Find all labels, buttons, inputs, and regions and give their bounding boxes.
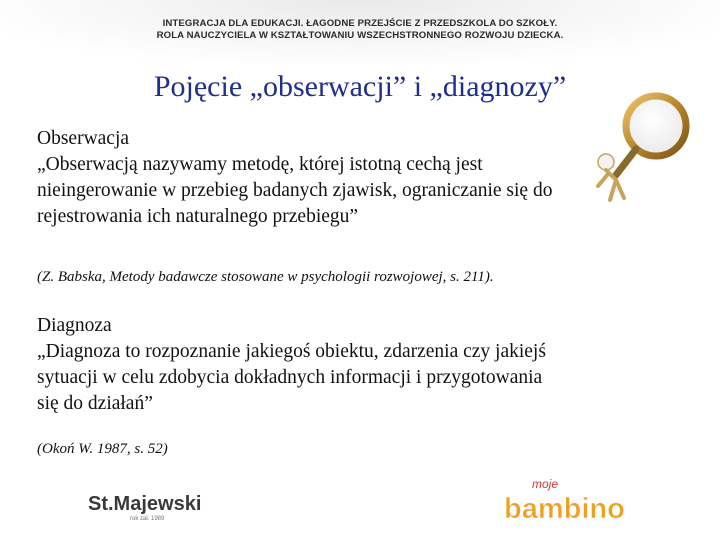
header-line-2: ROLA NAUCZYCIELA W KSZTAŁTOWANIU WSZECHSTRONNEGO ROZWOJU DZIECKA. (156, 30, 564, 41)
diagnoza-citation: (Okoń W. 1987, s. 52) (37, 441, 168, 457)
page-title: Pojęcie „obserwacji” i „diagnozy” (153, 70, 567, 103)
diagnoza-line-2: sytuacji w celu zdobycia dokładnych informacji i przygotowania (37, 367, 543, 388)
moje-bambino-logo (500, 474, 635, 526)
obserwacja-line-3: rejestrowania ich naturalnego przebiegu” (37, 206, 359, 227)
diagnoza-line-1: „Diagnoza to rozpoznanie jakiegoś obiektu, zdarzenia czy jakiejś (37, 341, 546, 362)
obserwacja-citation: (Z. Babska, Metody badawcze stosowane w psychologii rozwojowej, s. 211). (37, 269, 494, 285)
logo-right-top: moje (532, 477, 559, 491)
obserwacja-line-2: nieingerowanie w przebieg badanych zjawisk, ograniczanie się do (37, 180, 553, 201)
logo-left-name: St.Majewski (88, 493, 202, 515)
logo-left-sub: rok zał. 1989 (130, 516, 165, 522)
st-majewski-logo (86, 488, 216, 522)
header-line-1: INTEGRACJA DLA EDUKACJI. ŁAGODNE PRZEJŚCIE Z PRZEDSZKOLA DO SZKOŁY. (162, 18, 558, 29)
logo-right-main: bambino (504, 493, 625, 525)
diagnoza-line-3: się do działań” (37, 393, 153, 414)
diagnoza-heading: Diagnoza (37, 315, 112, 336)
obserwacja-line-1: „Obserwacją nazywamy metodę, której istotną cechą jest (37, 154, 483, 175)
obserwacja-heading: Obserwacja (37, 128, 130, 149)
